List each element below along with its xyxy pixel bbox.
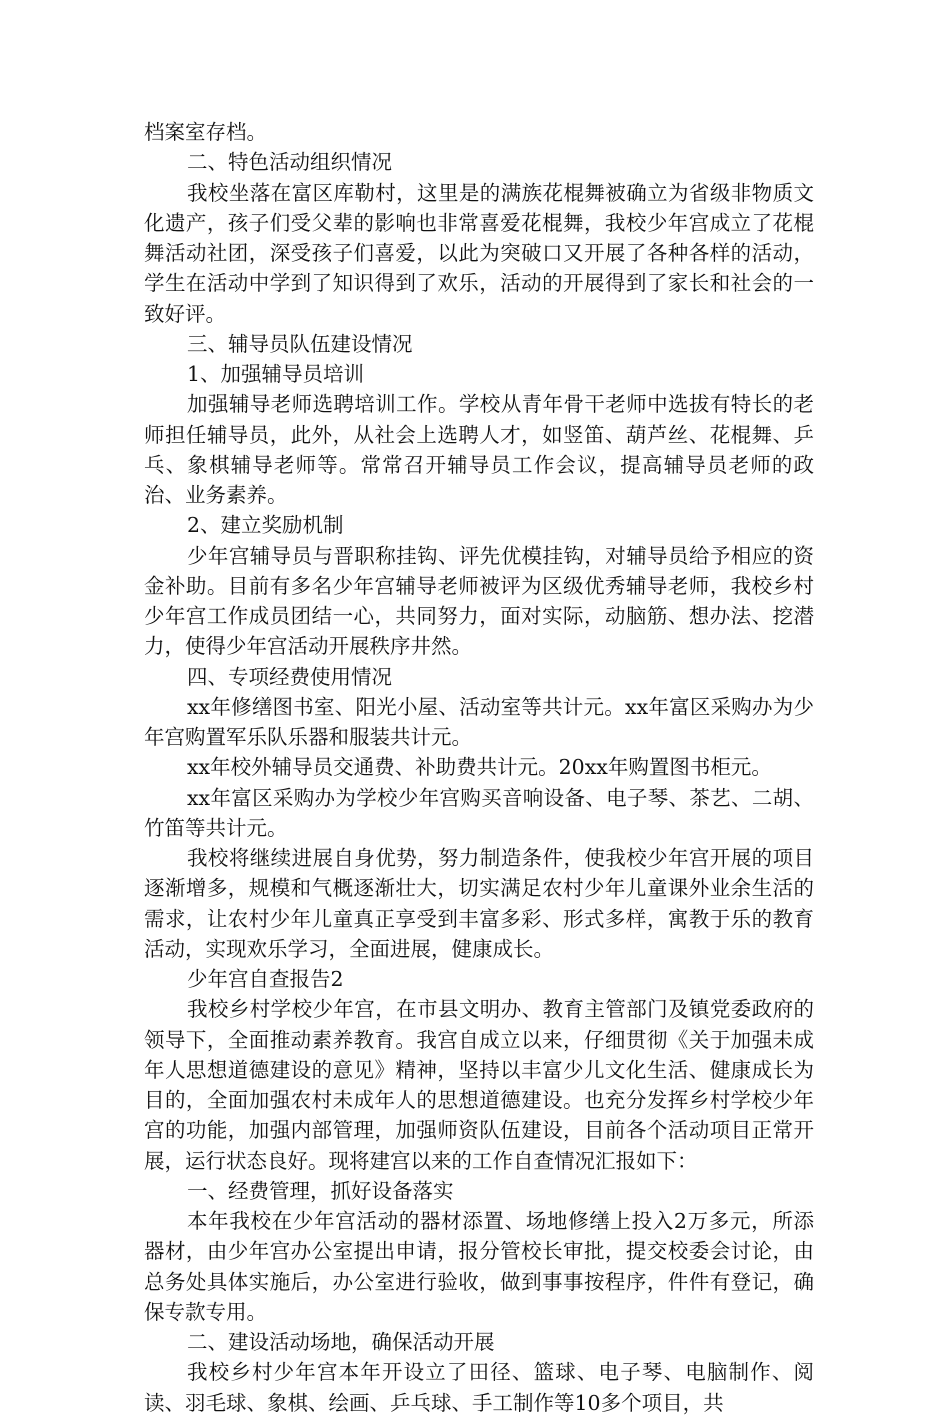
paragraph-funds-equipment: xx年富区采购办为学校少年宫购买音响设备、电子琴、茶艺、二胡、竹笛等共计元。 [144, 785, 814, 840]
section-heading-counselor-team: 三、辅导员队伍建设情况 [187, 331, 413, 356]
paragraph-counselor-training: 加强辅导老师选聘培训工作。学校从青年骨干老师中选拔有特长的老师担任辅导员，此外，从社会上选聘人才，如竖笛、葫芦丝、花棍舞、乒乓、象棋辅导老师等。常常召开辅导员工作会议，提高辅导员老师的政治、业务素养。 [144, 392, 814, 507]
paragraph-archive-end: 档案室存档。 [144, 120, 267, 144]
section-heading-fund-management: 一、经费管理，抓好设备落实 [187, 1178, 454, 1203]
paragraph-future-plans: 我校将继续进展自身优势，努力制造条件，使我校少年宫开展的项目逐渐增多，规模和气概逐渐壮大，切实满足农村少年儿童课外业余生活的需求，让农村少年儿童真正享受到丰富多彩、形式多样，寓教于乐的教育活动，实现欢乐学习，全面进展，健康成长。 [144, 846, 814, 961]
paragraph-activity-venues: 我校乡村少年宫本年开设立了田径、篮球、电子琴、电脑制作、阅读、羽毛球、象棋、绘画、乒乓球、手工制作等10多个项目，共 [144, 1360, 814, 1415]
section-heading-special-funds: 四、专项经费使用情况 [187, 664, 392, 689]
report-title-2: 少年宫自查报告2 [187, 967, 344, 991]
paragraph-featured-activities: 我校坐落在富区库勒村，这里是的满族花棍舞被确立为省级非物质文化遗产，孩子们受父辈的影响也非常喜爱花棍舞，我校少年宫成立了花棍舞活动社团，深受孩子们喜爱，以此为突破口又开展了各种各样的活动，学生在活动中学到了知识得到了欢乐，活动的开展得到了家长和社会的一致好评。 [144, 180, 814, 326]
paragraph-funds-transport: xx年校外辅导员交通费、补助费共计元。20xx年购置图书柜元。 [187, 755, 772, 780]
subheading-reward-mechanism: 2、建立奖励机制 [187, 513, 344, 538]
section-heading-featured-activities: 二、特色活动组织情况 [187, 150, 392, 175]
paragraph-funds-renovation: xx年修缮图书室、阳光小屋、活动室等共计元。xx年富区采购办为少年宫购置军乐队乐器和服装共计元。 [144, 694, 814, 749]
section-heading-activity-venues: 二、建设活动场地，确保活动开展 [187, 1330, 495, 1354]
subheading-counselor-training: 1、加强辅导员培训 [187, 362, 365, 386]
paragraph-report-intro: 我校乡村学校少年宫，在市县文明办、教育主管部门及镇党委政府的领导下，全面推动素养教育。我宫自成立以来，仔细贯彻《关于加强未成年人思想道德建设的意见》精神，坚持以丰富少儿文化生活、健康成长为目的，全面加强农村未成年人的思想道德建设。也充分发挥乡村学校少年宫的功能，加强内部管理，加强师资队伍建设，目前各个活动项目正常开展，运行状态良好。现将建宫以来的工作自查情况汇报如下： [144, 997, 814, 1173]
paragraph-reward-mechanism: 少年宫辅导员与晋职称挂钩、评先优模挂钩，对辅导员给予相应的资金补助。目前有多名少年宫辅导老师被评为区级优秀辅导老师，我校乡村少年宫工作成员团结一心，共同努力，面对实际，动脑筋、想办法、挖潜力，使得少年宫活动开展秩序井然。 [144, 543, 814, 659]
document-body [144, 117, 814, 1418]
paragraph-fund-management: 本年我校在少年宫活动的器材添置、场地修缮上投入2万多元，所添器材，由少年宫办公室提出申请，报分管校长审批，提交校委会讨论，由总务处具体实施后，办公室进行验收，做到事事按程序，件件有登记，确保专款专用。 [144, 1209, 814, 1324]
